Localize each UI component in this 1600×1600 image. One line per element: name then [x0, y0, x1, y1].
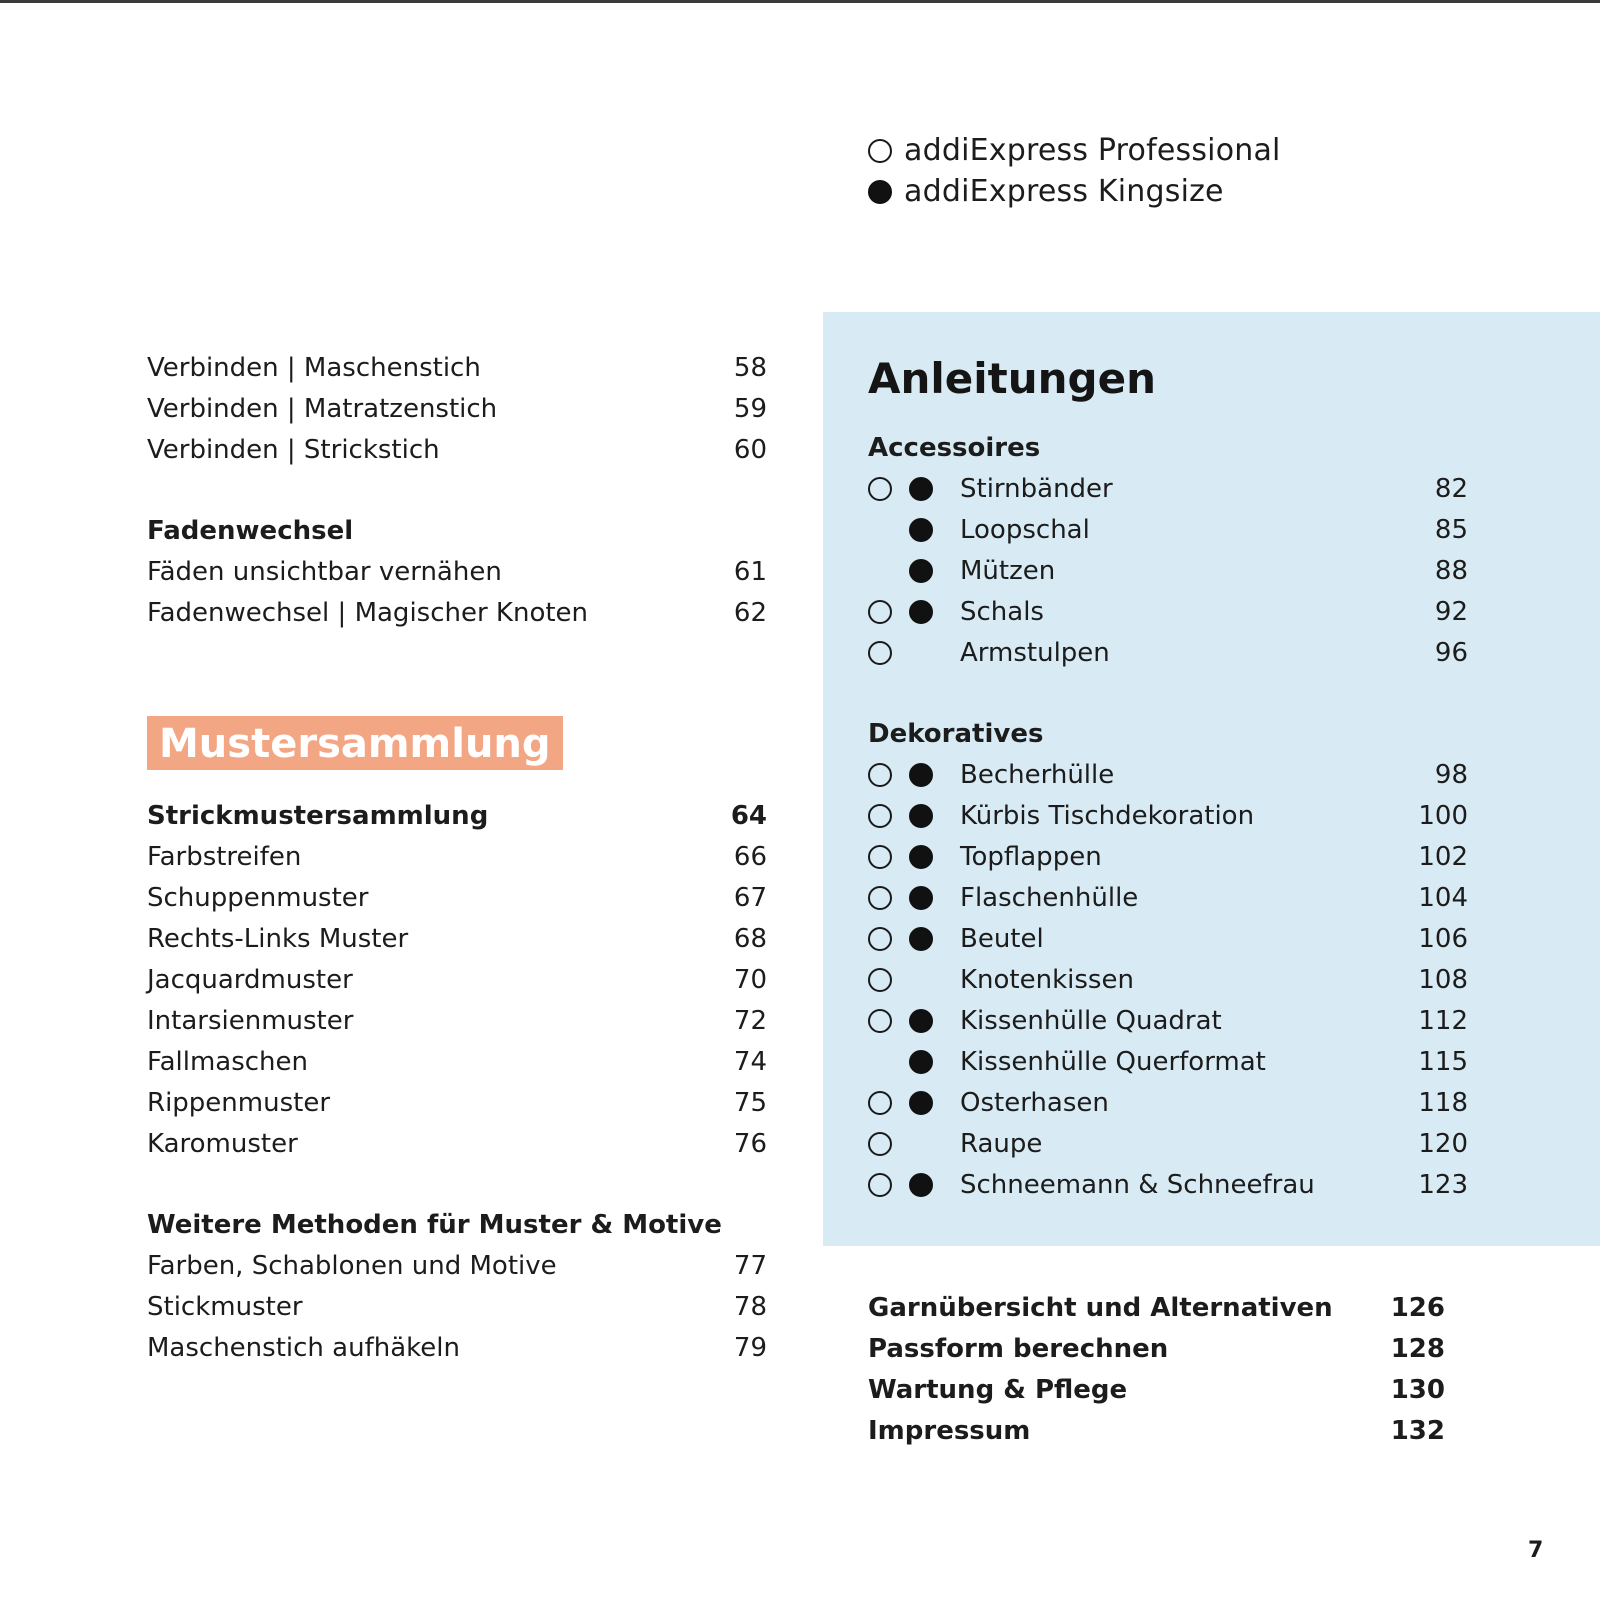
toc-label: Karomuster — [147, 1129, 298, 1159]
open-circle-icon — [868, 641, 892, 665]
toc-label: Raupe — [960, 1129, 1043, 1159]
toc-connecting — [147, 348, 767, 634]
filled-circle-icon — [909, 886, 933, 910]
open-circle-icon — [868, 968, 892, 992]
toc-page: 96 — [1434, 638, 1468, 668]
section-heading: Fadenwechsel — [147, 516, 354, 546]
toc-label: Knotenkissen — [960, 965, 1134, 995]
legend — [868, 130, 1281, 212]
toc-page: 66 — [733, 842, 767, 872]
toc-entry[interactable] — [868, 755, 1468, 796]
filled-circle-icon — [909, 559, 933, 583]
toc-page: 115 — [1418, 1047, 1468, 1077]
filled-circle-icon — [909, 1091, 933, 1115]
toc-entry[interactable] — [147, 1246, 767, 1287]
toc-page: 74 — [733, 1047, 767, 1077]
toc-entry[interactable] — [868, 1165, 1468, 1206]
toc-label: Kürbis Tischdekoration — [960, 801, 1255, 831]
instructions-panel — [823, 312, 1600, 1246]
toc-entry[interactable] — [868, 551, 1468, 592]
open-circle-icon — [868, 804, 892, 828]
toc-page: 60 — [733, 435, 767, 465]
toc-label: Loopschal — [960, 515, 1090, 545]
section-heading: Accessoires — [868, 433, 1041, 463]
toc-entry[interactable] — [868, 1329, 1445, 1370]
toc-page: 77 — [733, 1251, 767, 1281]
toc-page: 78 — [733, 1292, 767, 1322]
toc-label: Flaschenhülle — [960, 883, 1139, 913]
toc-entry[interactable] — [868, 633, 1468, 674]
toc-entry[interactable] — [147, 1083, 767, 1124]
toc-page: 108 — [1418, 965, 1468, 995]
filled-circle-icon — [909, 763, 933, 787]
toc-entry[interactable] — [868, 1001, 1468, 1042]
toc-entry[interactable] — [868, 919, 1468, 960]
toc-page: 130 — [1390, 1375, 1445, 1405]
filled-circle-icon — [909, 804, 933, 828]
accessories-list — [868, 428, 1468, 674]
toc-label: Stickmuster — [147, 1292, 303, 1322]
toc-label: Armstulpen — [960, 638, 1110, 668]
filled-circle-icon — [909, 600, 933, 624]
toc-label: Schuppenmuster — [147, 883, 369, 913]
decoratives-list — [868, 714, 1468, 1206]
toc-entry[interactable] — [147, 1001, 767, 1042]
filled-circle-icon — [909, 845, 933, 869]
toc-label: Osterhasen — [960, 1088, 1109, 1118]
toc-label: Verbinden | Matratzenstich — [147, 394, 498, 424]
toc-entry[interactable] — [868, 510, 1468, 551]
toc-page: 106 — [1418, 924, 1468, 954]
section-heading: Weitere Methoden für Muster & Motive — [147, 1210, 722, 1240]
toc-page: 128 — [1390, 1334, 1445, 1364]
legend-label: addiExpress Professional — [904, 133, 1281, 168]
section-heading: Dekoratives — [868, 719, 1044, 749]
legend-item-kingsize — [868, 171, 1281, 212]
toc-label: Becherhülle — [960, 760, 1115, 790]
toc-entry[interactable] — [147, 878, 767, 919]
open-circle-icon — [868, 1173, 892, 1197]
toc-entry[interactable] — [147, 1287, 767, 1328]
toc-patterns — [147, 796, 767, 1369]
toc-entry[interactable] — [868, 1083, 1468, 1124]
toc-label: Passform berechnen — [868, 1334, 1169, 1364]
toc-label: Fäden unsichtbar vernähen — [147, 557, 502, 587]
toc-entry[interactable] — [147, 960, 767, 1001]
open-circle-icon — [868, 845, 892, 869]
toc-label: Rechts-Links Muster — [147, 924, 409, 954]
toc-entry[interactable] — [147, 1124, 767, 1165]
toc-entry[interactable] — [147, 796, 767, 837]
panel-title: Anleitungen — [868, 354, 1157, 403]
open-circle-icon — [868, 886, 892, 910]
toc-label: Schals — [960, 597, 1044, 627]
filled-circle-icon — [909, 518, 933, 542]
toc-entry[interactable] — [147, 389, 767, 430]
open-circle-icon — [868, 763, 892, 787]
toc-label: Impressum — [868, 1416, 1031, 1446]
page-number: 7 — [1528, 1538, 1544, 1563]
toc-label: Rippenmuster — [147, 1088, 331, 1118]
open-circle-icon — [868, 139, 892, 163]
toc-entry[interactable] — [147, 348, 767, 389]
toc-label: Garnübersicht und Alternativen — [868, 1293, 1333, 1323]
toc-entry[interactable] — [868, 1411, 1445, 1452]
open-circle-icon — [868, 1091, 892, 1115]
toc-label: Wartung & Pflege — [868, 1375, 1128, 1405]
toc-page: 59 — [733, 394, 767, 424]
toc-entry[interactable] — [868, 1288, 1445, 1329]
toc-entry[interactable] — [868, 1370, 1445, 1411]
toc-entry[interactable] — [868, 960, 1468, 1001]
toc-label: Farben, Schablonen und Motive — [147, 1251, 557, 1281]
filled-circle-icon — [868, 180, 892, 204]
toc-page: 76 — [733, 1129, 767, 1159]
filled-circle-icon — [909, 1009, 933, 1033]
toc-label: Kissenhülle Quadrat — [960, 1006, 1222, 1036]
toc-entry[interactable] — [147, 1328, 767, 1369]
section-badge-mustersammlung: Mustersammlung — [147, 716, 563, 770]
toc-label: Schneemann & Schneefrau — [960, 1170, 1315, 1200]
toc-entry[interactable] — [147, 430, 767, 471]
toc-entry[interactable] — [868, 878, 1468, 919]
toc-page: 62 — [733, 598, 767, 628]
toc-entry[interactable] — [147, 919, 767, 960]
toc-label: Fadenwechsel | Magischer Knoten — [147, 598, 589, 628]
appendix-list — [868, 1288, 1445, 1452]
toc-entry[interactable] — [868, 837, 1468, 878]
toc-page: 88 — [1434, 556, 1468, 586]
filled-circle-icon — [909, 927, 933, 951]
toc-label: Farbstreifen — [147, 842, 302, 872]
toc-label: Beutel — [960, 924, 1044, 954]
toc-label: Fallmaschen — [147, 1047, 309, 1077]
open-circle-icon — [868, 477, 892, 501]
toc-entry[interactable] — [147, 1042, 767, 1083]
toc-label: Maschenstich aufhäkeln — [147, 1333, 460, 1363]
filled-circle-icon — [909, 477, 933, 501]
toc-page: 72 — [733, 1006, 767, 1036]
toc-entry[interactable] — [147, 552, 767, 593]
toc-entry[interactable] — [868, 1124, 1468, 1165]
open-circle-icon — [868, 927, 892, 951]
toc-entry[interactable] — [868, 1042, 1468, 1083]
toc-page: 100 — [1418, 801, 1468, 831]
toc-entry[interactable] — [868, 592, 1468, 633]
toc-page: 120 — [1418, 1129, 1468, 1159]
toc-page: 61 — [733, 557, 767, 587]
toc-page: 68 — [733, 924, 767, 954]
toc-page: 118 — [1418, 1088, 1468, 1118]
legend-label: addiExpress Kingsize — [904, 174, 1224, 209]
toc-label: Verbinden | Maschenstich — [147, 353, 481, 383]
toc-entry[interactable] — [868, 796, 1468, 837]
toc-page: 75 — [733, 1088, 767, 1118]
filled-circle-icon — [909, 1050, 933, 1074]
toc-page: 104 — [1418, 883, 1468, 913]
toc-page: 64 — [730, 801, 767, 831]
toc-page: 102 — [1418, 842, 1468, 872]
toc-label: Topflappen — [960, 842, 1102, 872]
toc-entry[interactable] — [868, 469, 1468, 510]
toc-entry[interactable] — [147, 837, 767, 878]
toc-page: 79 — [733, 1333, 767, 1363]
filled-circle-icon — [909, 1173, 933, 1197]
toc-page: 112 — [1418, 1006, 1468, 1036]
toc-page: 92 — [1434, 597, 1468, 627]
legend-item-professional — [868, 130, 1281, 171]
toc-page: 85 — [1434, 515, 1468, 545]
toc-page: 70 — [733, 965, 767, 995]
toc-label: Jacquardmuster — [147, 965, 353, 995]
toc-page: 58 — [733, 353, 767, 383]
toc-label: Strickmustersammlung — [147, 801, 489, 831]
toc-label: Verbinden | Strickstich — [147, 435, 440, 465]
toc-label: Mützen — [960, 556, 1056, 586]
toc-label: Stirnbänder — [960, 474, 1113, 504]
toc-entry[interactable] — [147, 593, 767, 634]
toc-page: 132 — [1390, 1416, 1445, 1446]
open-circle-icon — [868, 600, 892, 624]
open-circle-icon — [868, 1132, 892, 1156]
toc-label: Kissenhülle Querformat — [960, 1047, 1266, 1077]
toc-page: 98 — [1434, 760, 1468, 790]
toc-page: 82 — [1434, 474, 1468, 504]
toc-page: 67 — [733, 883, 767, 913]
top-rule — [0, 0, 1600, 3]
toc-page: 126 — [1390, 1293, 1445, 1323]
toc-page: 123 — [1418, 1170, 1468, 1200]
open-circle-icon — [868, 1009, 892, 1033]
toc-label: Intarsienmuster — [147, 1006, 354, 1036]
